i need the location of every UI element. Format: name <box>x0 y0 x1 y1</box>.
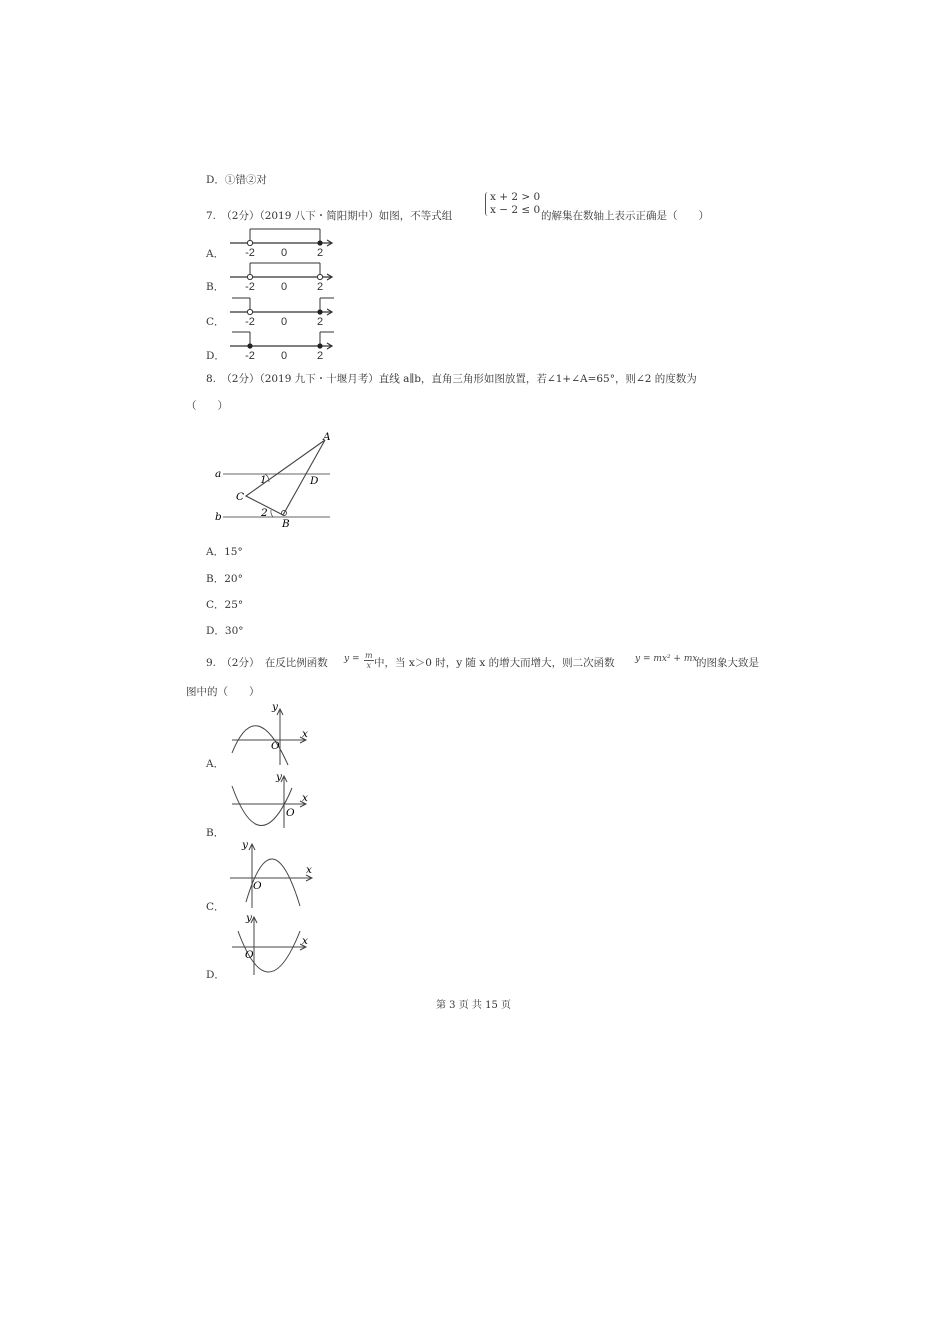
q9-stem-line2: 图中的（ ） <box>186 686 260 698</box>
axis-y-label: y <box>242 839 248 851</box>
page-footer: 第 3 页 共 15 页 <box>436 1000 511 1011</box>
axis-x-label: x <box>302 792 308 804</box>
tick-label: 2 <box>316 316 324 328</box>
origin-label: O <box>286 807 295 819</box>
q9-func1-fraction <box>364 651 374 670</box>
q8-stem-line1: 8. （2分）（2019 九下・十堰月考）直线 a∥b，直角三角形如图放置，若∠1+∠A=65°，则∠2 的度数为 <box>206 373 697 385</box>
q9-option-c-label: C． <box>206 901 225 913</box>
q8-stem-line2: （ ） <box>186 400 228 412</box>
brace-symbol <box>485 192 490 216</box>
q9-func1-denominator: x <box>366 661 372 670</box>
q7-inequality-2: x − 2 ≤ 0 <box>490 204 541 216</box>
axis-y-label: y <box>272 701 278 713</box>
axis-x-label: x <box>306 864 312 876</box>
q7-number-line-c <box>228 294 338 328</box>
point-d-label: D <box>310 475 319 487</box>
tick-label: 0 <box>280 247 288 259</box>
q7-inequality-system <box>490 191 540 217</box>
q7-option-a-label: A． <box>206 248 225 260</box>
q9-graph-d <box>226 913 316 979</box>
q7-stem-prefix: 7. （2分）（2019 八下・简阳期中）如图，不等式组 <box>206 210 453 222</box>
tick-label: -2 <box>245 247 255 259</box>
axis-x-label: x <box>302 728 308 740</box>
q8-option-b: B．20° <box>206 573 243 585</box>
tick-label: 0 <box>280 281 288 293</box>
q9-option-a-label: A． <box>206 758 225 770</box>
angle-2-label: 2 <box>261 507 268 519</box>
q7-number-line-b <box>228 259 338 293</box>
q8-option-c: C．25° <box>206 599 244 611</box>
q8-option-d: D．30° <box>206 625 244 637</box>
tick-label: 2 <box>316 350 324 362</box>
q9-graph-c <box>226 840 318 914</box>
axis-y-label: y <box>246 912 252 924</box>
axis-y-label: y <box>276 771 282 783</box>
q9-func1-numerator: m <box>365 651 373 660</box>
vertex-a-label: A <box>323 431 331 443</box>
tick-label: -2 <box>245 350 255 362</box>
q9-stem-part2: 中，当 x＞0 时，y 随 x 的增大而增大，则二次函数 <box>374 657 615 669</box>
tick-label: 0 <box>280 316 288 328</box>
q9-option-d-label: D． <box>206 969 225 981</box>
vertex-b-label: B <box>282 518 290 530</box>
vertex-c-label: C <box>236 491 245 503</box>
q9-graph-a <box>226 703 316 769</box>
angle-1-label: 1 <box>260 474 267 486</box>
q9-option-b-label: B． <box>206 827 225 839</box>
tick-label: 2 <box>316 281 324 293</box>
q8-triangle-figure <box>205 430 345 530</box>
tick-label: 0 <box>280 350 288 362</box>
q7-option-b-label: B． <box>206 281 225 293</box>
q9-graph-b <box>226 772 316 838</box>
q7-option-d-label: D． <box>206 350 225 362</box>
q6-option-d: D．①错②对 <box>206 174 267 186</box>
q9-func1-lhs: y = <box>344 654 360 664</box>
axis-x-label: x <box>302 935 308 947</box>
origin-label: O <box>253 880 262 892</box>
origin-label: O <box>245 949 254 961</box>
q7-number-line-a <box>228 225 338 259</box>
tick-label: -2 <box>245 316 255 328</box>
q7-number-line-d <box>228 328 338 362</box>
q9-func2: y = mx² + mx <box>635 654 698 664</box>
tick-label: 2 <box>316 247 324 259</box>
q8-option-a: A．15° <box>206 546 243 558</box>
line-a-label: a <box>215 468 222 480</box>
q7-inequality-1: x + 2 > 0 <box>490 191 541 203</box>
q7-stem-suffix: 的解集在数轴上表示正确是（ ） <box>541 210 709 222</box>
q7-option-c-label: C． <box>206 316 225 328</box>
q9-stem-part1: 9. （2分） 在反比例函数 <box>206 657 328 669</box>
tick-label: -2 <box>245 281 255 293</box>
q9-stem-part3: 的图象大致是 <box>696 657 759 669</box>
line-b-label: b <box>215 511 222 523</box>
origin-label: O <box>271 740 280 752</box>
